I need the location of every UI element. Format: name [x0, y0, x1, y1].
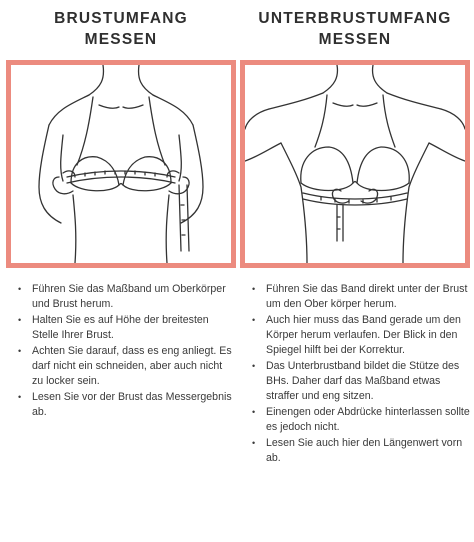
list-item: • Führen Sie das Band direkt unter der Brust um den Ober körper herum.: [252, 283, 468, 311]
bust-measure-column: [6, 0, 236, 419]
bullet-icon: •: [18, 314, 22, 325]
bust-instructions-list: [6, 282, 236, 421]
bust-measure-heading: [6, 8, 236, 52]
measuring-underbust-illustration-icon: [245, 65, 465, 263]
heading-line-1: UNTERBRUSTUMFANG: [258, 10, 452, 27]
list-item: • Auch hier muss das Band gerade um den Körper herum verlaufen. Der Blick in den Spiegel hilft bei der Korrektur.: [252, 313, 461, 357]
list-item: • Achten Sie darauf, dass es eng anliegt. Es darf nicht ein schneiden, aber auch nicht zu locker sein.: [18, 344, 232, 388]
bullet-icon: •: [18, 391, 22, 402]
list-item: • Lesen Sie auch hier den Längenwert vorn ab.: [252, 437, 463, 465]
underbust-measure-column: [240, 0, 470, 465]
bullet-icon: •: [252, 438, 256, 449]
bust-illustration-frame: [6, 60, 236, 268]
list-item: • Halten Sie es auf Höhe der breitesten Stelle Ihrer Brust.: [18, 313, 209, 342]
heading-line-1: BRUSTUMFANG: [54, 10, 188, 27]
bullet-icon: •: [18, 284, 22, 294]
list-item: • Einengen oder Abdrücke hinterlassen sollte es jedoch nicht.: [252, 406, 470, 434]
measuring-bust-illustration-icon: [11, 65, 231, 263]
bullet-icon: •: [252, 407, 256, 418]
underbust-measure-heading: [240, 8, 470, 52]
underbust-instructions-list: [240, 282, 470, 467]
heading-line-2: MESSEN: [84, 31, 158, 48]
bullet-icon: •: [252, 284, 256, 294]
bullet-icon: •: [18, 345, 22, 356]
bullet-icon: •: [252, 361, 256, 372]
bullet-icon: •: [252, 314, 256, 325]
underbust-illustration-frame: [240, 60, 470, 268]
list-item: • Führen Sie das Maßband um Oberkörper und Brust herum.: [18, 283, 226, 311]
list-item: • Lesen Sie vor der Brust das Messergebnis ab.: [18, 390, 232, 419]
list-item: • Das Unterbrustband bildet die Stütze des BHs. Daher darf das Maßband etwas straffer und eng sitzen.: [252, 360, 460, 403]
heading-line-2: MESSEN: [318, 31, 392, 48]
